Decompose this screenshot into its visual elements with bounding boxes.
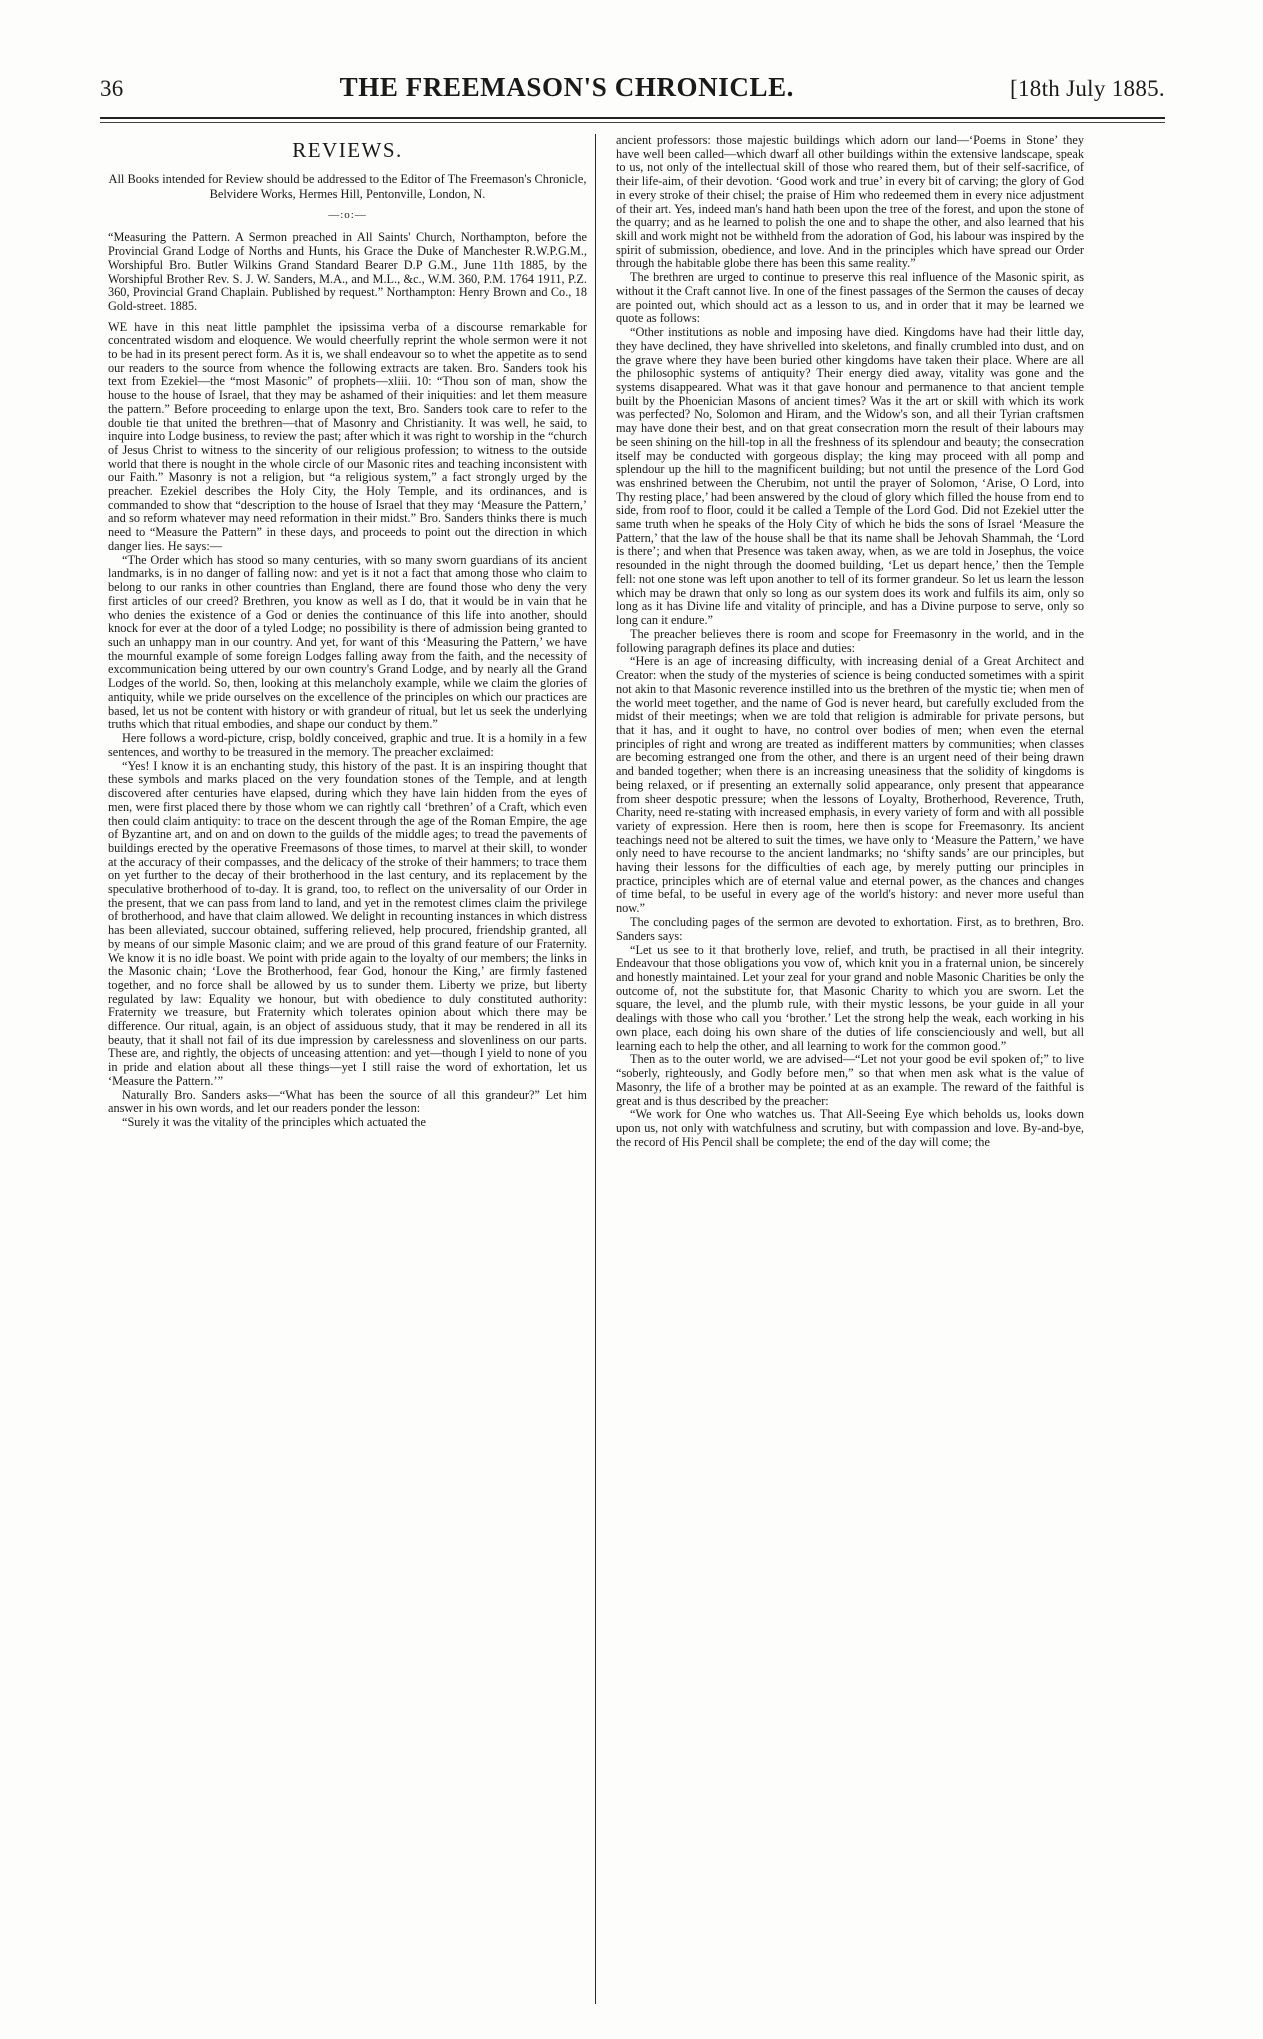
body-paragraph: “The Order which has stood so many centuries, with so many sworn guardians of its ancient landmarks, is in no danger of falling now: and yet is it not a fact that among those who claim to belong to our ranks in other countries than England, there are found those who deny the very first articles of our creed? Brethren, you know as well as I do, that it would be in vain that he who denies the existence of a God or denies the continuance of this life into another, should knock for ever at the door of a tyled Lodge; no possibility is there of admission being granted to such an unhappy man in our country. And yet, for want of this ‘Measuring the Pattern,’ we have the mournful example of some foreign Lodges falling away from the faith, and the necessity of excommunication being uttered by our own country's Grand Lodge, and by nearly all the Grand Lodges of the world. So, then, looking at this melancholy example, while we claim the glories of antiquity, while we pride ourselves on the excellence of the principles on which our practices are based, let us not be content with history or with grandeur of ritual, but let us seek the underlying truths which that ritual embodies, and shape our conduct by them.” bbox=[108, 552, 587, 732]
body-paragraph: “Let us see to it that brotherly love, relief, and truth, be practised in all their integrity. Endeavour that those obligations you vow of, which knit you in a fraternal union, be sincerely and honestly maintained. Let your zeal for your grand and noble Masonic Charities be only the outcome of, not the substitute for, that Masonic Charity to which you are sworn. Let the square, the level, and the plumb rule, with their mystic lessons, be your guide in all your dealings with those who call you ‘brother.’ Let the strong help the weak, each working in his own place, each doing his own share of the duties of life conscienciously and well, but all learning each to help the other, and all learning to work for the common good.” bbox=[616, 942, 1084, 1053]
body-paragraph: “Other institutions as noble and imposing have died. Kingdoms have had their little day, they have declined, they have shrivelled into skeletons, and finally crumbled into dust, and on the grave where they have been buried other kingdoms have taken their place. Where are all the philosophic systems of antiquity? Their energy died away, vitality was gone and the systems disappeared. What was it that gave honour and permanence to that ancient temple built by the Phoenician Masons of ancient times? Was it the art or skill with which its work was perfected? No, Solomon and Hiram, and the Widow's son, and all their Tyrian craftsmen may have done their best, and on that great consecration morn the result of their labours may be seen shining on the hill-top in all the freshness of its splendour and beauty; the consecration itself may be conducted with gorgeous display; the king may proceed with all pomp and splendour up the hill to the magnificent building; but not until the presence of the Lord God was enshrined between the Cherubim, not until the prayer of Solomon, ‘Arise, O Lord, into Thy resting place,’ had been answered by the cloud of glory which filled the house from end to side, from roof to floor, could it be called a Temple of the Lord God. Did not Ezekiel utter the same truth when he speaks of the Holy City of which he bids the sons of Israel ‘Measure the Pattern,’ that the law of the house shall be that its name shall be Jehovah Shammah, the ‘Lord is there’; and when that Presence was taken away, when, as we are told in Josephus, the voice resounded in the night through the doomed building, ‘Let us depart hence,’ then the Temple fell: not one stone was left upon another to tell of its former grandeur. So let us learn the lesson which may be drawn that only so long as our system does its work and fulfils its aim, only so long as it has Divine life and vitality of principle, and has a Divine purpose to serve, only so long can it endure.” bbox=[616, 325, 1084, 627]
body-paragraph: “Here is an age of increasing difficulty, with increasing denial of a Great Architect and Creator: when the study of the mysteries of science is being conducted sometimes with a spirit not akin to that Masonic reverence instilled into us the brethren of the mystic tie; when men of the world meet together, and the name of God is never heard, but carefully excluded from the midst of their meetings; when we are told that religion is admirable for private persons, but that it has, and it ought to have, no control over bodies of men; when even the eternal principles of right and wrong are treated as indifferent matters by communities; when classes are becoming estranged one from the other, and there is an urgent need of their being drawn and banded together; when there is an increasing uneasiness that the solidity of kingdoms is being relaxed, or if presenting an externally solid appearance, only present that appearance from sheer despotic pressure; when the lessons of Loyalty, Brotherhood, Reverence, Truth, Charity, need re-stating with increased emphasis, in every variety of form and with all possible variety of expression. Here then is room, here then is scope for Freemasonry. Its ancient teachings need not be altered to suit the times, we have only to ‘Measure the Pattern,’ we have only need to have recourse to the ancient landmarks; no ‘shifty sands’ are our principles, but having their lessons for the difficulties of each age, by merely putting our principles in practice, principles which are of eternal value and eternal power, as the chances and changes of time befal, to be useful in every age of the world's history: and never more useful than now.” bbox=[616, 654, 1084, 916]
body-paragraph: Naturally Bro. Sanders asks—“What has been the source of all this grandeur?” Let him answer in his own words, and let our readers ponder the lesson: bbox=[108, 1087, 587, 1116]
masthead-rule bbox=[100, 117, 1165, 119]
body-paragraph: Then as to the outer world, we are advised—“Let not your good be evil spoken of;” to live “soberly, righteously, and Godly before men,” so that when men ask what is the value of Masonry, the life of a brother may be pointed at as an example. The reward of the faithful is great and is thus described by the preacher: bbox=[616, 1052, 1084, 1108]
right-column bbox=[596, 134, 1092, 2004]
body-paragraph: WE have in this neat little pamphlet the ipsissima verba of a discourse remarkable for concentrated wisdom and eloquence. We would cheerfully reprint the whole sermon were it not to be had in its present perect form. As it is, we shall endeavour so to whet the appetite as to send our readers to the source from whence the following extracts are taken. Bro. Sanders took his text from Ezekiel—the “most Masonic” of prophets—xliii. 10: “Thou son of man, show the house to the house of Israel, that they may be ashamed of their iniquities: and let them measure the pattern.” Before proceeding to enlarge upon the text, Bro. Sanders took care to refer to the double tie that united the brethren—that of Masonry and Christianity. It was well, he said, to inquire into Lodge business, to review the past; after which it was right to worship in the “church of Jesus Christ to witness to the sincerity of our religious profession; to witness to the outside world that there is nought in the whole circle of our Masonic rites and teaching inconsistent with our Faith.” Masonry is not a religion, but “a religious system,” a fact strongly urged by the preacher. Ezekiel describes the Holy City, the Holy Temple, and its ordinances, and is commanded to show that “description to the house of Israel that they may ‘Measure the Pattern,’ and so reform whatever may need reformation in their midst.” Bro. Sanders thinks there is much need to “Measure the Pattern” in these days, and proceeds to point out the direction in which danger lies. He says:— bbox=[108, 319, 587, 553]
body-paragraph: The preacher believes there is room and scope for Freemasonry in the world, and in the following paragraph defines its place and duties: bbox=[616, 626, 1084, 655]
masthead-rule-thin bbox=[100, 122, 1165, 123]
body-paragraph: “We work for One who watches us. That All-Seeing Eye which beholds us, looks down upon us, not only with watchfulness and scrutiny, but with compassion and love. By-and-bye, the record of His Pencil shall be complete; the end of the day will come; the bbox=[616, 1107, 1084, 1149]
section-divider: —:o:— bbox=[328, 208, 367, 221]
column-container bbox=[100, 134, 1165, 2004]
body-paragraph: Here follows a word-picture, crisp, boldly conceived, graphic and true. It is a homily in a few sentences, and worthy to be treasured in the memory. The preacher exclaimed: bbox=[108, 731, 587, 759]
body-paragraph: ancient professors: those majestic buildings which adorn our land—‘Poems in Stone’ they have well been called—which dwarf all other buildings within the extensive landscape, speak to us, not only of the intellectual skill of those who reared them, but of their self-sacrifice, of their life-aim, of their devotion. ‘Good work and true’ in every bit of carving; the glory of God in every stroke of their chisel; the praise of Him who redeemed them in every nice adjustment of their art. Yes, indeed man's hand hath been upon the tree of the forest, and upon the stone of the quarry; and as he learned to polish the one and to shape the other, and also learned that his skill and work might not be withheld from the adoration of God, his labour was inspired by the spirit of submission, obedience, and love. And in the principles which have spread our Order through the habitable globe there has been this same reality.” bbox=[616, 133, 1084, 271]
bibliographic-entry: “Measuring the Pattern. A Sermon preached in All Saints' Church, Northampton, before the Provincial Grand Lodge of Norths and Hunts, his Grace the Duke of Manchester R.W.P.G.M., Worshipful Bro. Butler Wilkins Grand Standard Bearer D.P G.M., June 11th 1885, by the Worshipful Brother Rev. S. J. W. Sanders, M.A., and M.L., &c., W.M. 360, P.M. 1764 1911, P.Z. 360, Provincial Grand Chaplain. Published by request.” Northampton: Henry Brown and Co., 18 Gold-street. 1885. bbox=[108, 230, 587, 313]
publication-title: THE FREEMASON'S CHRONICLE. bbox=[339, 72, 795, 102]
review-submission-notice: All Books intended for Review should be addressed to the Editor of The Freemason's Chronicle, Belvidere Works, Hermes Hill, Pentonville, London, N. bbox=[108, 171, 587, 202]
masthead bbox=[100, 72, 1165, 103]
body-paragraph: The concluding pages of the sermon are devoted to exhortation. First, as to brethren, Bro. Sanders says: bbox=[616, 915, 1084, 943]
body-paragraph: The brethren are urged to continue to preserve this real influence of the Masonic spirit, as without it the Craft cannot live. In one of the finest passages of the Sermon the causes of decay are pointed out, which should act as a lesson to us, and in order that it may be learned we quote as follows: bbox=[616, 270, 1084, 326]
body-paragraph: “Yes! I know it is an enchanting study, this history of the past. It is an inspiring thought that these symbols and marks placed on the very foundation stones of the Temple, and at length discovered after centuries have elapsed, during which they have lain hidden from the eyes of men, were first placed there by those whom we can rightly call ‘brethren’ of a Craft, which even then could claim antiquity: to trace on the descent through the age of the Roman Empire, the age of Byzantine art, and on and on down to the guilds of the middle ages; to tread the pavements of buildings erected by the operative Freemasons of those times, to marvel at their skill, to wonder at the accuracy of their compasses, and the delicacy of the stroke of their hammers; to trace them on yet further to the decay of their brotherhood in the last century, and its replacement by the speculative brotherhood of to-day. It is grand, too, to reflect on the universality of our Order in the present, that we can pass from land to land, and yet in the remotest climes claim the privilege of brotherhood, and have that claim allowed. We delight in recounting instances in which distress has been alleviated, succour obtained, suffering relieved, help procured, friendship granted, all by means of our simple Masonic claim; and we are proud of this grand feature of our Fraternity. We know it is no idle boast. We point with pride again to the loyalty of our members; the links in the Masonic chain; ‘Love the Brotherhood, fear God, honour the King,’ are firmly fastened together, and no force shall be allowed by us to sunder them. Liberty we prize, but liberty regulated by law: Equality we honour, but with obedience to duly constituted authority: Fraternity we treasure, but Fraternity which tolerates opinion about which there may be difference. Our ritual, again, is an object of assiduous study, that it may be rendered in all its beauty, that it shall not fail of its due impression by carelessness and slovenliness on our parts. These are, and rightly, the objects of unceasing attention: and yet—though I yield to none of you in pride and elation about all these things—yet I still raise the word of exhortation, let us ‘Measure the Pattern.’” bbox=[108, 758, 587, 1088]
left-column bbox=[100, 134, 596, 2004]
reviews-heading: REVIEWS. bbox=[292, 138, 403, 162]
issue-date: [18th July 1885. bbox=[1010, 76, 1165, 101]
page-number: 36 bbox=[100, 76, 124, 101]
body-paragraph: “Surely it was the vitality of the principles which actuated the bbox=[122, 1115, 426, 1130]
